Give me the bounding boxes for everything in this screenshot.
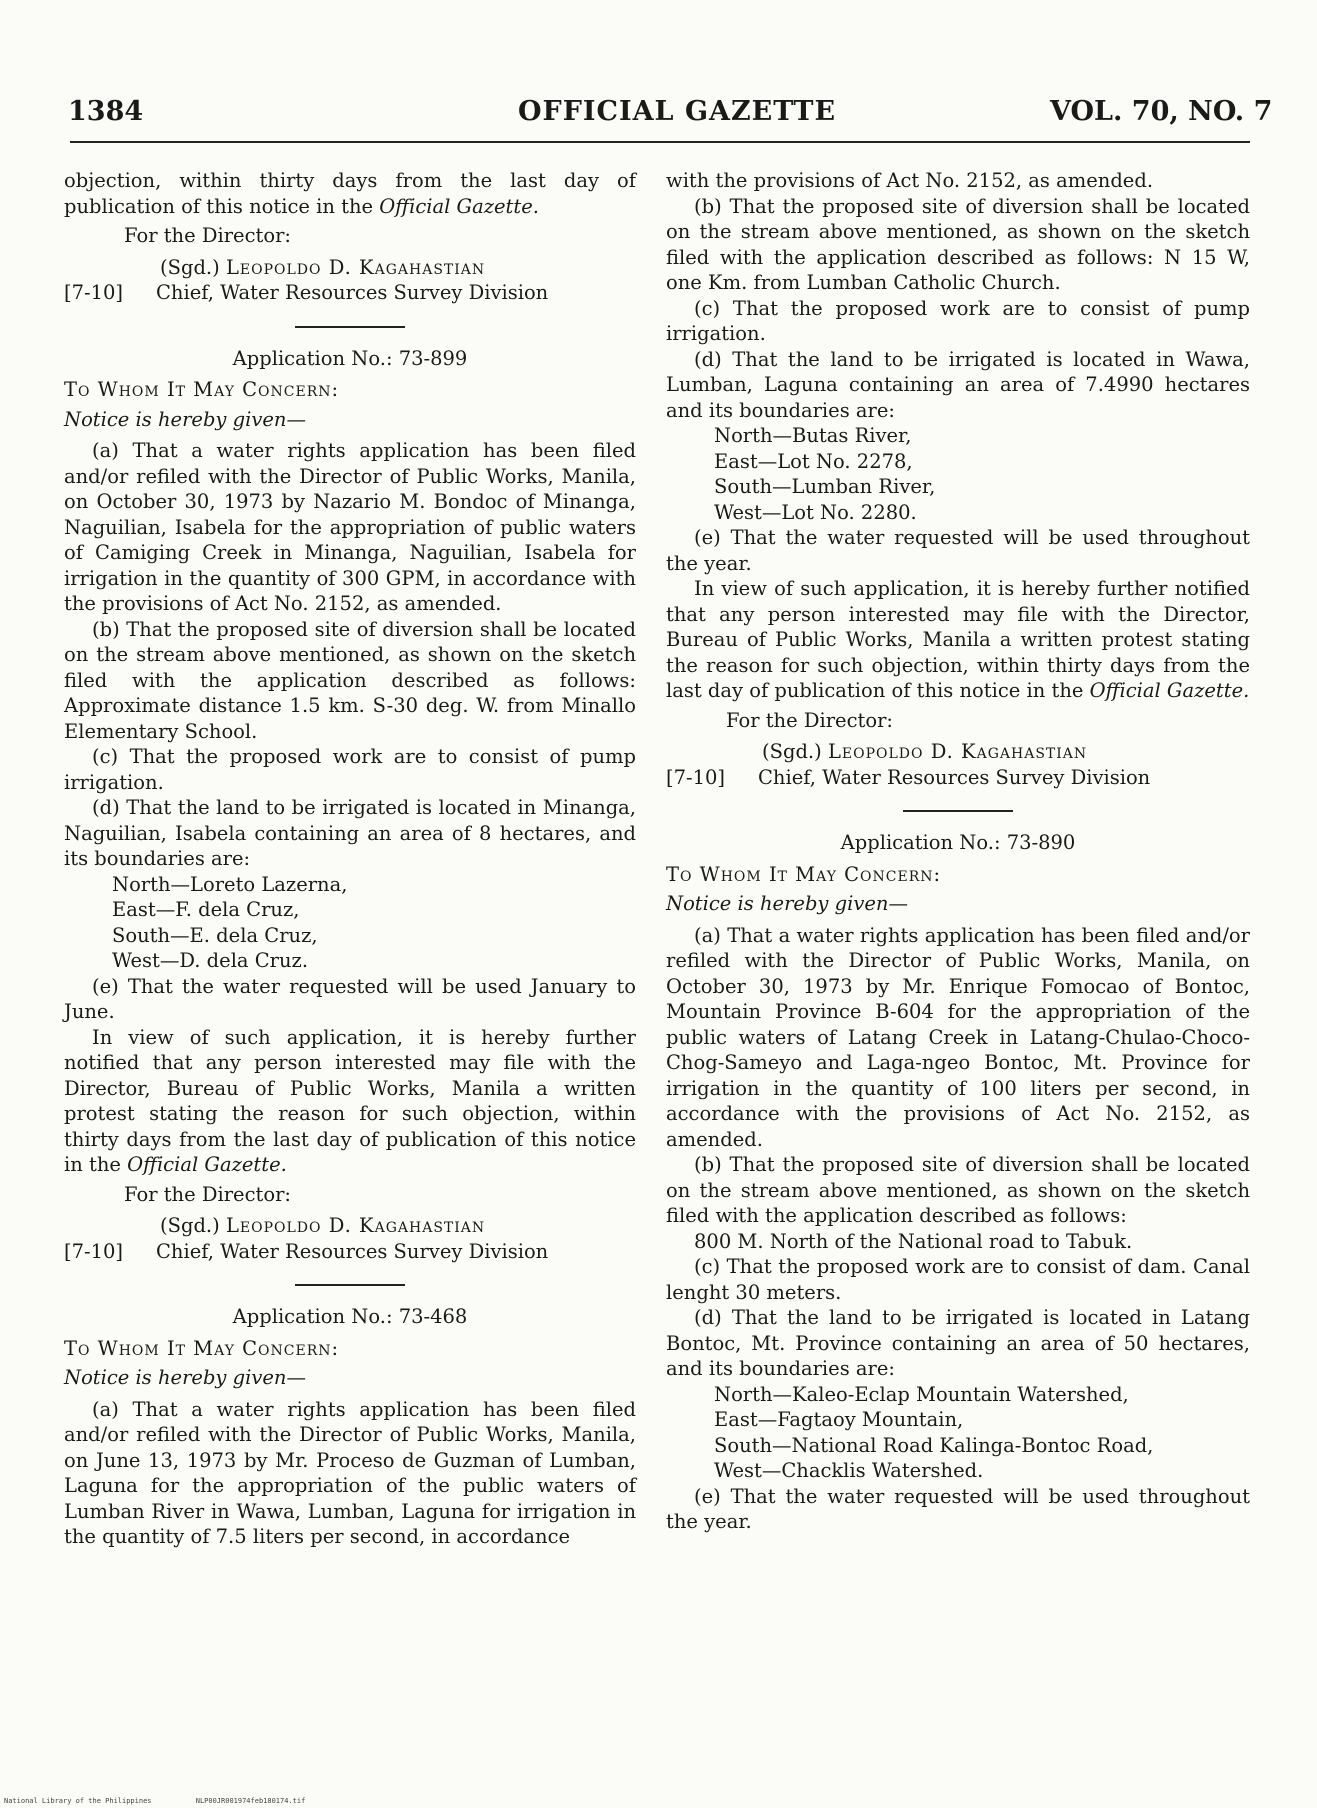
clause-a-continued: with the provisions of Act No. 2152, as amended. — [666, 169, 1154, 192]
protest-paragraph: In view of such application, it is hereby further notified that any person interested may file with the Director, Bureau of Public Works, Manila a written protest stating the reason for such objection, within thirty days from the last day of publication of this notice in the Official Gazette. — [64, 1025, 636, 1176]
clause-e: (e) That the water requested will be used January to June. — [64, 974, 636, 1023]
clause-a: (a) That a water rights application has been filed and/or refiled with the Director of Public Works, Manila, on October 30, 1973 by Mr. Enrique Fomocao of Bontoc, Mountain Province B-604 for the appropriation of the public waters of Latang Creek in Latang-Chulao-Choco-Chog-Sameyo and Laga-ngeo Bontoc, Mt. Province for irrigation in the quantity of 100 liters per second, in accordance with the provisions of Act No. 2152, as amended. — [666, 923, 1250, 1151]
paragraph: objection, within thirty days from the last day of publication of this notice in the Official Gazette. — [64, 169, 636, 218]
clause-a: (a) That a water rights application has been filed and/or refiled with the Director of Public Works, Manila, on June 13, 1973 by Mr. Proceso de Guzman of Lumban, Laguna for the appropriation of the public waters of Lumban River in Wawa, Lumban, Laguna for irrigation in the quantity of 7.5 liters per second, in accordance — [64, 1397, 636, 1548]
boundary-north: North—Kaleo-Eclap Mountain Watershed, — [714, 1382, 1129, 1406]
signature-title: Chief, Water Resources Survey Division — [156, 281, 549, 304]
application-number: Application No.: 73-468 — [232, 1305, 468, 1328]
signature-title: Chief, Water Resources Survey Division — [758, 765, 1151, 789]
protest-paragraph: In view of such application, it is hereby further notified that any person interested may file with the Director, Bureau of Public Works, Manila a written protest stating the reason for such objection, within thirty days from the last day of publication of this notice in the Official Gazette. — [666, 577, 1250, 702]
signature-title-row — [64, 1239, 636, 1265]
clause-d: (d) That the land to be irrigated is located in Wawa, Lumban, Laguna containing an area of 7.4990 hectares and its boundaries are: — [666, 347, 1250, 422]
boundary-north: North—Loreto Lazerna, — [112, 872, 348, 896]
publication-title: OFFICIAL GAZETTE — [518, 96, 837, 127]
salutation: To Whom It May Concern: — [64, 378, 340, 401]
for-director: For the Director: — [124, 1182, 291, 1206]
scan-filename: NLP00JR001974feb180174.tif — [195, 1797, 306, 1805]
clause-c: (c) That the proposed work are to consist of dam. Canal lenght 30 meters. — [666, 1255, 1250, 1304]
salutation: To Whom It May Concern: — [64, 1336, 340, 1360]
clause-b: (b) That the proposed site of diversion shall be located on the stream above mentioned, as shown on the sketch filed with the application described as follows: Approximate distance 1.5 km. S-30 deg. W. from Minallo Elementary School. — [64, 617, 636, 743]
section-divider — [295, 1284, 405, 1286]
clause-b: (b) That the proposed site of diversion shall be located on the stream above mentioned, as shown on the sketch filed with the application described as follows: N 15 W, one Km. from Lumban Catholic Church. — [666, 194, 1250, 294]
boundary-east: East—Fagtaoy Mountain, — [714, 1408, 964, 1431]
boundary-south: South—Lumban River, — [714, 475, 936, 498]
scan-footer — [4, 1797, 345, 1805]
left-column — [64, 168, 636, 1550]
clause-c: (c) That the proposed work are to consist of pump irrigation. — [666, 296, 1250, 345]
notice-heading: Notice is hereby given— — [64, 407, 306, 431]
page-header — [0, 0, 1317, 150]
boundary-west: West—Lot No. 2280. — [714, 500, 917, 524]
issue-code: [7-10] — [64, 1239, 124, 1263]
salutation: To Whom It May Concern: — [666, 862, 942, 886]
clause-e: (e) That the water requested will be used throughout the year. — [666, 1484, 1250, 1533]
section-divider — [295, 326, 405, 328]
clause-a: (a) That a water rights application has been filed and/or refiled with the Director of Public Works, Manila, on October 30, 1973 by Nazario M. Bondoc of Minanga, Naguilian, Isabela for the appropriation of public waters of Camiging Creek in Minanga, Naguilian, Isabela for irrigation in the quantity of 300 GPM, in accordance with the provisions of Act No. 2152, as amended. — [64, 439, 636, 615]
signature-line: (Sgd.) Leopoldo D. Kagahastian — [160, 1214, 486, 1237]
boundary-south: South—E. dela Cruz, — [112, 923, 318, 947]
signature-title-row — [64, 280, 636, 306]
boundary-west: West—Chacklis Watershed. — [714, 1459, 984, 1482]
signature-line: (Sgd.) Leopoldo D. Kagahastian — [762, 740, 1088, 763]
page-number: 1384 — [68, 96, 144, 127]
signature-title: Chief, Water Resources Survey Division — [156, 1239, 549, 1263]
clause-e: (e) That the water requested will be used throughout the year. — [666, 526, 1250, 575]
for-director: For the Director: — [124, 224, 291, 247]
issue-code: [7-10] — [666, 765, 726, 789]
volume-number: VOL. 70, NO. 7 — [1050, 96, 1273, 127]
signature-line: (Sgd.) Leopoldo D. Kagahastian — [160, 255, 486, 279]
boundary-east: East—F. dela Cruz, — [112, 898, 300, 921]
library-credit: National Library of the Philippines — [4, 1797, 152, 1805]
notice-heading: Notice is hereby given— — [666, 892, 908, 915]
boundary-north: North—Butas River, — [714, 424, 912, 447]
clause-b: (b) That the proposed site of diversion shall be located on the stream above mentioned, as shown on the sketch filed with the application described as follows: — [666, 1153, 1250, 1227]
application-number: Application No.: 73-899 — [232, 346, 468, 370]
diversion-location: 800 M. North of the National road to Tabuk. — [694, 1229, 1133, 1253]
signature-title-row — [666, 765, 1250, 791]
boundary-east: East—Lot No. 2278, — [714, 449, 913, 473]
application-number: Application No.: 73-890 — [840, 831, 1076, 854]
section-divider — [903, 810, 1013, 812]
clause-c: (c) That the proposed work are to consist of pump irrigation. — [64, 745, 636, 794]
clause-d: (d) That the land to be irrigated is located in Minanga, Naguilian, Isabela containing an area of 8 hectares, and its boundaries are: — [64, 796, 636, 870]
issue-code: [7-10] — [64, 281, 124, 304]
notice-heading: Notice is hereby given— — [64, 1366, 306, 1389]
boundary-west: West—D. dela Cruz. — [112, 949, 309, 972]
for-director: For the Director: — [726, 708, 893, 732]
clause-d: (d) That the land to be irrigated is located in Latang Bontoc, Mt. Province containing an area of 50 hectares, and its boundaries are: — [666, 1306, 1250, 1380]
header-rule — [70, 141, 1250, 143]
right-column — [666, 168, 1250, 1535]
boundary-south: South—National Road Kalinga-Bontoc Road, — [714, 1433, 1154, 1457]
